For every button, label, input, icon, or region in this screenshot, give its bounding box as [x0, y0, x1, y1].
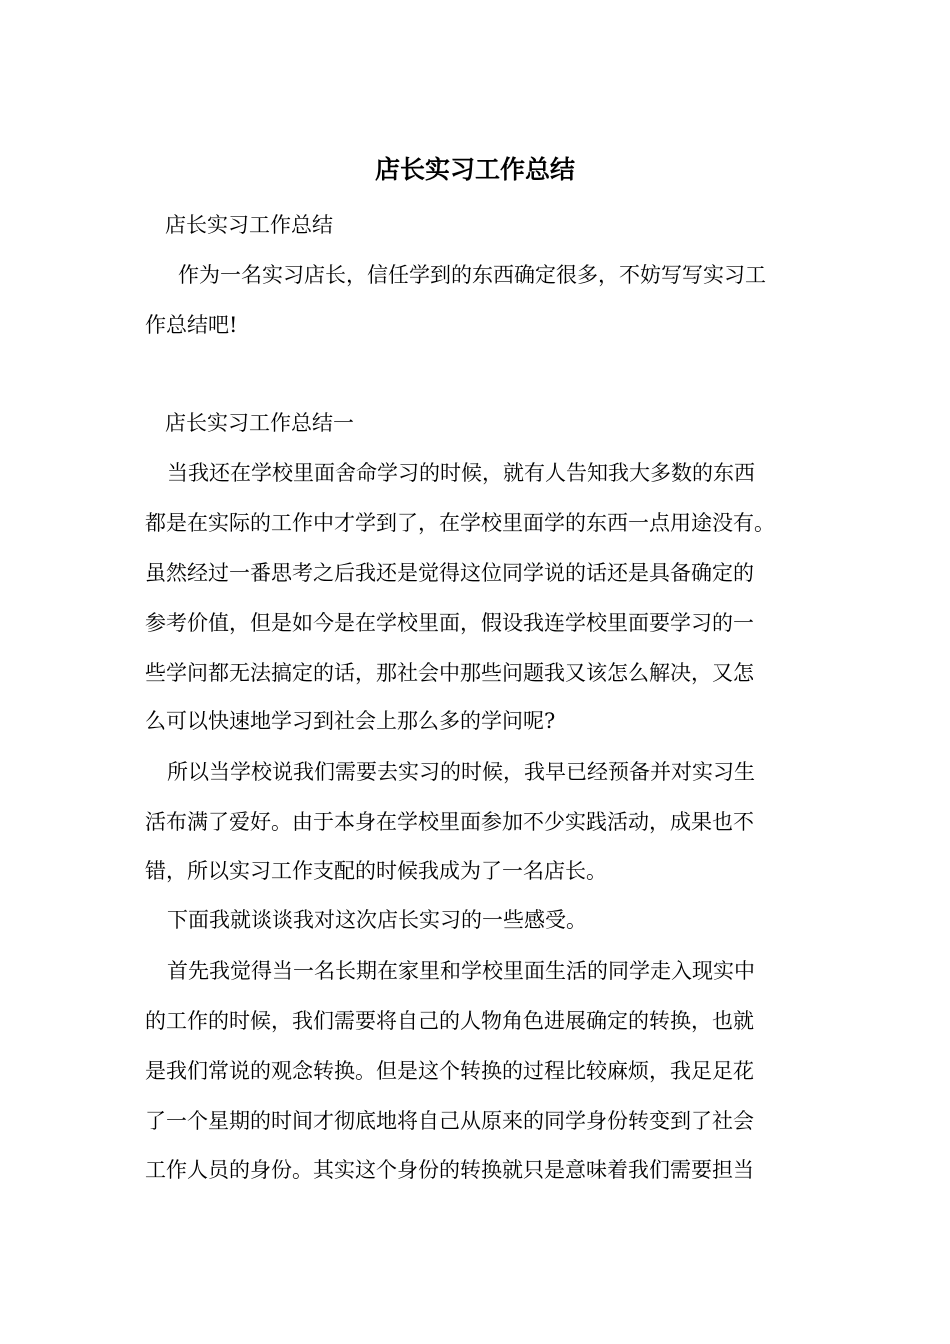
section-heading: 店长实习工作总结一: [165, 411, 354, 435]
text-line-p1-2: 都是在实际的工作中才学到了，在学校里面学的东西一点用途没有。: [145, 511, 775, 535]
text-line-p1-4: 参考价值，但是如今是在学校里面，假设我连学校里面要学习的一: [145, 611, 754, 635]
text-line-subtitle: 店长实习工作总结: [165, 213, 333, 237]
text-line-p2-2: 活布满了爱好。由于本身在学校里面参加不少实践活动，成果也不: [145, 810, 754, 834]
text-line-p4-4: 了一个星期的时间才彻底地将自己从原来的同学身份转变到了社会: [145, 1109, 754, 1133]
text-line-p1-3: 虽然经过一番思考之后我还是觉得这位同学说的话还是具备确定的: [145, 561, 754, 585]
text-line-p1-5: 些学问都无法搞定的话，那社会中那些问题我又该怎么解决，又怎: [145, 661, 754, 685]
text-line-p4-2: 的工作的时候，我们需要将自己的人物角色进展确定的转换，也就: [145, 1009, 754, 1033]
text-line-p2-1: 所以当学校说我们需要去实习的时候，我早已经预备并对实习生: [167, 760, 755, 784]
text-line-p4-5: 工作人员的身份。其实这个身份的转换就只是意味着我们需要担当: [145, 1158, 754, 1182]
text-line-intro-1: 作为一名实习店长，信任学到的东西确定很多，不妨写写实习工: [178, 263, 766, 287]
text-line-p3-1: 下面我就谈谈我对这次店长实习的一些感受。: [167, 908, 587, 932]
text-line-p1-1: 当我还在学校里面舍命学习的时候，就有人告知我大多数的东西: [167, 461, 755, 485]
text-line-p4-3: 是我们常说的观念转换。但是这个转换的过程比较麻烦，我足足花: [145, 1059, 754, 1083]
text-line-p2-3: 错，所以实习工作支配的时候我成为了一名店长。: [145, 859, 607, 883]
document-title: 店长实习工作总结: [374, 155, 575, 184]
text-line-p1-6: 么可以快速地学习到社会上那么多的学问呢?: [145, 709, 556, 733]
text-line-p4-1: 首先我觉得当一名长期在家里和学校里面生活的同学走入现实中: [167, 959, 755, 983]
text-line-intro-2: 作总结吧!: [145, 313, 238, 337]
